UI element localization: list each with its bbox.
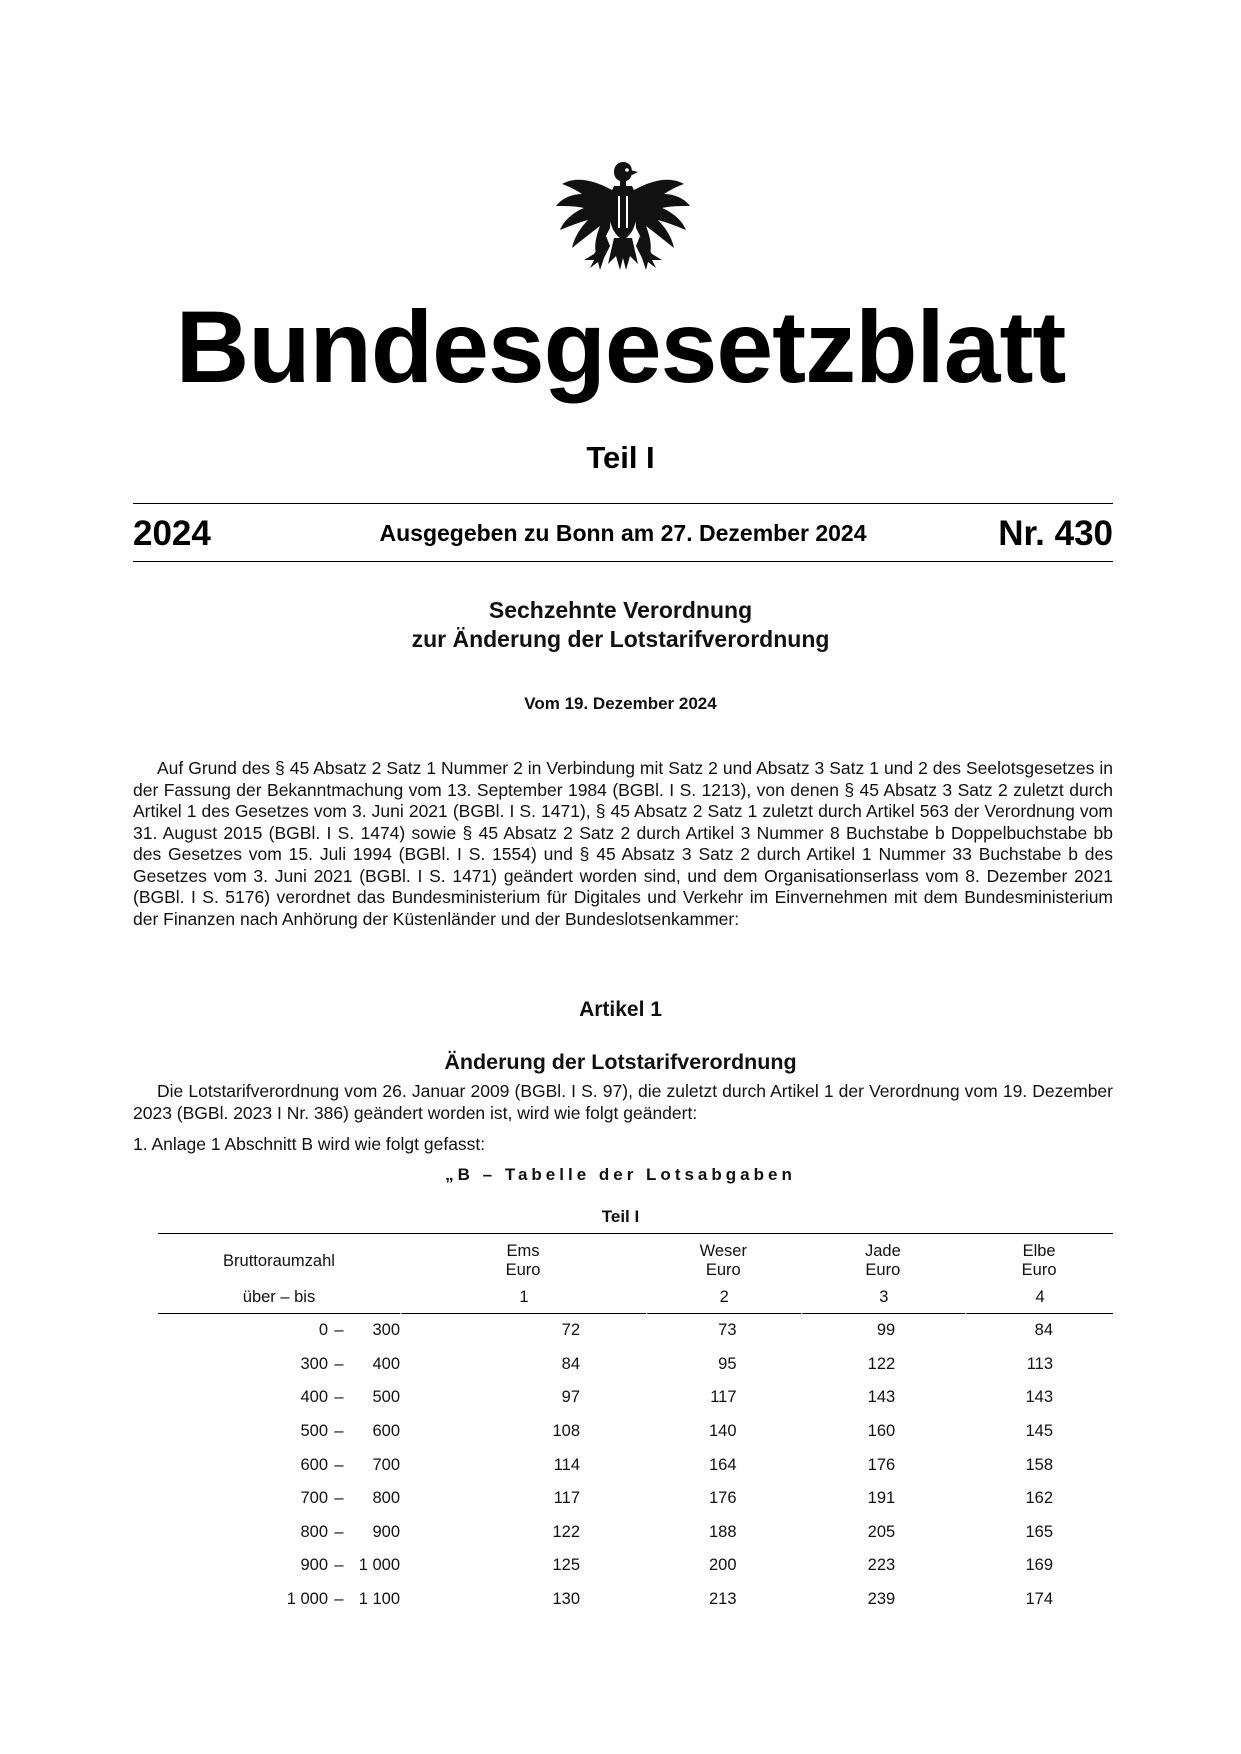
table-subheader-row <box>158 1281 1113 1314</box>
table-row <box>158 1415 1113 1449</box>
column-header-elbe: Elbe Euro <box>965 1233 1113 1281</box>
weser-cell: 176 <box>709 1489 737 1508</box>
table-row <box>158 1381 1113 1415</box>
elbe-cell: 165 <box>1025 1522 1053 1541</box>
title-line-2: zur Änderung der Lotstarifverordnung <box>411 626 830 652</box>
jade-cell: 205 <box>867 1522 896 1541</box>
range-cell: 400 – 500 <box>300 1388 400 1407</box>
column-header-gross-tonnage: Bruttoraumzahl <box>158 1233 400 1281</box>
jade-cell: 223 <box>867 1556 896 1575</box>
weser-cell: 200 <box>709 1556 737 1575</box>
ems-cell: 114 <box>553 1455 580 1474</box>
elbe-cell: 145 <box>1025 1422 1053 1441</box>
ems-cell: 130 <box>552 1590 580 1609</box>
column-header-weser: Weser Euro <box>646 1233 801 1281</box>
preamble-paragraph <box>133 758 1113 930</box>
range-cell: 800 – 900 <box>300 1522 400 1541</box>
federal-eagle-logo <box>554 150 692 282</box>
table-row <box>158 1516 1113 1550</box>
table-row <box>158 1549 1113 1583</box>
table-row <box>158 1448 1113 1482</box>
table-part-label: Teil I <box>601 1207 640 1226</box>
elbe-cell: 169 <box>1025 1556 1053 1575</box>
column-header-ems: Ems Euro <box>400 1233 646 1281</box>
regulation-date: Vom 19. Dezember 2024 <box>524 694 717 713</box>
ems-cell: 122 <box>552 1522 580 1541</box>
weser-cell: 117 <box>710 1388 737 1407</box>
column-number-3: 3 <box>801 1281 966 1314</box>
ems-cell: 117 <box>553 1489 580 1508</box>
column-number-1: 1 <box>400 1281 646 1314</box>
title-line-1: Sechzehnte Verordnung <box>488 597 753 623</box>
elbe-cell: 84 <box>1034 1321 1053 1340</box>
column-number-4: 4 <box>965 1281 1113 1314</box>
weser-cell: 73 <box>718 1321 737 1340</box>
article-title: Änderung der Lotstarifverordnung <box>444 1050 797 1074</box>
ems-cell: 108 <box>552 1422 580 1441</box>
jade-cell: 191 <box>867 1489 896 1508</box>
table-row <box>158 1482 1113 1516</box>
divider-bottom <box>133 561 1113 562</box>
elbe-cell: 143 <box>1025 1388 1053 1407</box>
weser-cell: 188 <box>709 1522 737 1541</box>
column-sub-range: über – bis <box>158 1281 400 1314</box>
ems-cell: 97 <box>561 1388 580 1407</box>
range-cell: 1 000 – 1 100 <box>286 1590 400 1609</box>
preamble-text: Auf Grund des § 45 Absatz 2 Satz 1 Nummer 2 in Verbindung mit Satz 2 und Absatz 3 Satz 1 und 2 des Seelotsgesetzes in der Fassung der Bekanntmachung vom 13. September 1984 (BGBl. I S. 1213), von denen § 45 Absatz 3 Satz 2 zuletzt durch Artikel 1 des Gesetzes vom 3. Juni 2021 (BGBl. I S. 1471), § 45 Absatz 2 Satz 1 zuletzt durch Artikel 563 der Verordnung vom 31. August 2015 (BGBl. I S. 1474) sowie § 45 Absatz 2 Satz 2 durch Artikel 3 Nummer 8 Buchstabe b Doppelbuchstabe bb des Gesetzes vom 15. Juli 1994 (BGBl. I S. 1554) und § 45 Absatz 3 Satz 2 durch Artikel 1 Nummer 33 Buchstabe b des Gesetzes vom 3. Juni 2021 (BGBl. I S. 1471) geändert worden sind, und dem Organisationserlass vom 8. Dezember 2021 (BGBl. I S. 5176) verordnet das Bundesministerium für Digitales und Verkehr im Einvernehmen mit dem Bundesministerium der Finanzen nach Anhörung der Küstenländer und der Bundeslotsenkammer: <box>133 758 1113 929</box>
range-cell: 700 – 800 <box>300 1489 400 1508</box>
range-cell: 0 – 300 <box>318 1321 400 1340</box>
article-intro-paragraph <box>133 1081 1113 1124</box>
table-row <box>158 1583 1113 1617</box>
table-row <box>158 1314 1113 1348</box>
elbe-cell: 162 <box>1025 1489 1053 1508</box>
elbe-cell: 174 <box>1025 1590 1053 1609</box>
jade-cell: 239 <box>867 1590 896 1609</box>
weser-cell: 95 <box>718 1354 737 1373</box>
elbe-cell: 113 <box>1026 1354 1053 1373</box>
elbe-cell: 158 <box>1025 1455 1053 1474</box>
jade-cell: 176 <box>867 1455 896 1474</box>
masthead-title: Bundesgesetzblatt <box>175 290 1066 404</box>
article-heading: Artikel 1 <box>579 998 662 1021</box>
ems-cell: 84 <box>561 1354 580 1373</box>
jade-cell: 143 <box>867 1388 896 1407</box>
range-cell: 300 – 400 <box>300 1354 400 1373</box>
issue-row <box>133 508 1113 558</box>
article-intro-text: Die Lotstarifverordnung vom 26. Januar 2009 (BGBl. I S. 97), die zuletzt durch Artikel 1 der Verordnung vom 19. Dezember 2023 (BGBl. 2023 I Nr. 386) geändert worden ist, wird wie folgt geändert: <box>133 1081 1113 1123</box>
table-row <box>158 1348 1113 1382</box>
weser-cell: 164 <box>709 1455 737 1474</box>
jade-cell: 99 <box>876 1321 896 1340</box>
jade-cell: 122 <box>867 1354 896 1373</box>
weser-cell: 140 <box>709 1422 737 1441</box>
weser-cell: 213 <box>709 1590 737 1609</box>
table-header-row <box>158 1233 1113 1281</box>
part-label: Teil I <box>586 440 655 475</box>
regulation-title <box>0 596 1241 654</box>
range-cell: 500 – 600 <box>300 1422 400 1441</box>
issue-number: Nr. 430 <box>998 514 1113 553</box>
jade-cell: 160 <box>867 1422 896 1441</box>
table-heading: „B – Tabelle der Lotsabgaben <box>445 1165 796 1184</box>
range-cell: 600 – 700 <box>300 1455 400 1474</box>
ems-cell: 125 <box>552 1556 580 1575</box>
issue-year: 2024 <box>133 514 211 553</box>
ems-cell: 72 <box>561 1321 580 1340</box>
divider-top <box>133 503 1113 504</box>
list-item-1: 1. Anlage 1 Abschnitt B wird wie folgt gefasst: <box>133 1134 486 1154</box>
range-cell: 900 – 1 000 <box>300 1556 400 1575</box>
issue-date: Ausgegeben zu Bonn am 27. Dezember 2024 <box>379 520 867 546</box>
pilotage-fee-table <box>158 1233 1113 1616</box>
column-number-2: 2 <box>646 1281 801 1314</box>
column-header-jade: Jade Euro <box>801 1233 966 1281</box>
